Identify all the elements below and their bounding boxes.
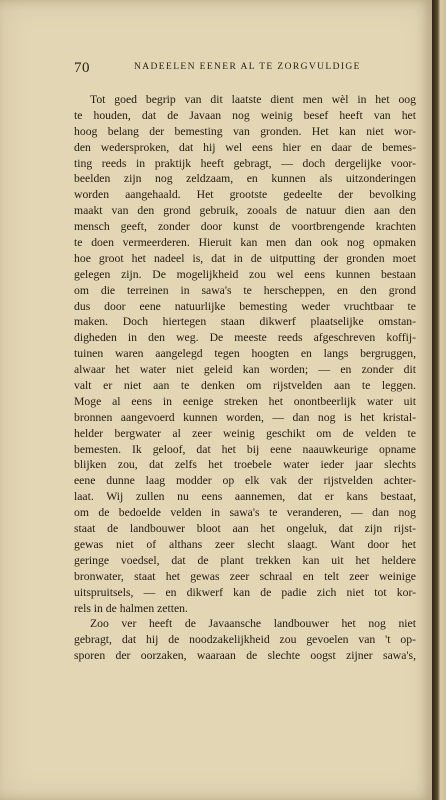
text-line: Moge al eens in eenige streken het onontbeerlijk water uit bbox=[74, 394, 416, 408]
text-line: te doen vermeerderen. Hieruit kan men dan ook nog opmaken bbox=[74, 236, 416, 250]
text-line: beelden zijn nog zeldzaam, en kunnen als uitzonderingen bbox=[74, 172, 416, 186]
text-line: Tot goed begrip van dit laatste dient men wèl in het oog bbox=[90, 93, 416, 106]
text-line: hoog belang der bemesting van gronden. Het kan niet wor- bbox=[74, 124, 416, 138]
text-line: gebragt, dat hij de noodzakelijkheid zou gevoelen van 't op- bbox=[74, 633, 416, 647]
text-line: ting reeds in praktijk heeft gebragt, — doch dergelijke voor- bbox=[74, 156, 416, 170]
text-line: uitspruitsels, — en dikwerf kan de padie zich niet tot kor- bbox=[74, 585, 416, 599]
text-line: laat. Wij zullen nu eens aannemen, dat er kans bestaat, bbox=[74, 490, 416, 504]
page-header bbox=[74, 60, 414, 80]
body-text bbox=[74, 92, 416, 664]
page-number: 70 bbox=[74, 60, 90, 76]
text-line: eene dunne laag modder op elk vak der rijstvelden achter- bbox=[74, 474, 416, 488]
text-line: geringe voedsel, dat de plant trekken kan uit het heldere bbox=[74, 553, 416, 567]
text-line: bronwater, staat het gewas zeer schraal en telt zeer weinige bbox=[74, 569, 416, 583]
text-line: gelegen zijn. De mogelijkheid zou wel eens kunnen bestaan bbox=[74, 267, 416, 281]
text-line: rels in de halmen zetten. bbox=[74, 601, 188, 615]
text-line: mensch geeft, zonder door kunst de voortbrengende krachten bbox=[74, 220, 416, 234]
text-line: bronnen aangevoerd kunnen worden, — dan nog is het kristal- bbox=[74, 410, 416, 424]
text-line: bemesten. Ik geloof, dat het bij eene naauwkeurige opname bbox=[74, 442, 416, 456]
text-line: dus door eene natuurlijke bemesting weder vruchtbaar te bbox=[74, 299, 416, 313]
text-line: staat de landbouwer bloot aan het ongeluk, dat zijn rijst- bbox=[74, 522, 416, 536]
running-head: NADEELEN EENER AL TE ZORGVULDIGE bbox=[134, 62, 361, 72]
text-line: digheden in den weg. De meeste reeds afgeschreven koffij- bbox=[74, 331, 416, 345]
text-line: den wedersproken, dat hij wel eens hier en daar de bemes- bbox=[74, 140, 416, 154]
text-line: tuinen waren aangelegd tegen hoogten en langs bergruggen, bbox=[74, 347, 416, 361]
text-line: maken. Doch hiertegen staan dikwerf plaatselijke omstan- bbox=[74, 315, 416, 329]
text-line: alwaar het water niet geleid kan worden; — en zonder dit bbox=[74, 363, 416, 377]
text-line: Zoo ver heeft de Javaansche landbouwer het nog niet bbox=[90, 617, 416, 631]
text-line: om de bedoelde velden in sawa's te veranderen, — dan nog bbox=[74, 506, 416, 520]
book-spine-edge bbox=[432, 0, 446, 800]
text-line: te houden, dat de Javaan nog weinig besef heeft van het bbox=[74, 108, 416, 122]
text-line: sporen der oorzaken, waaraan de slechte oogst zijner sawa's, bbox=[74, 649, 416, 663]
text-line: gewas niet of althans zeer slecht slaagt. Want door het bbox=[74, 537, 416, 551]
text-line: hoe groot het nadeel is, dat in de uitputting der gronden moet bbox=[74, 251, 416, 265]
text-line: blijken zou, dat zelfs het troebele water ieder jaar slechts bbox=[74, 458, 416, 472]
text-line: helder bergwater al zeer weinig geschikt om de velden te bbox=[74, 426, 416, 440]
text-line: om die terreinen in sawa's te herscheppen, en den grond bbox=[74, 283, 416, 297]
text-line: maakt van den grond gebruik, zooals de natuur dien aan den bbox=[74, 204, 416, 218]
text-line: valt er niet aan te denken om rijstvelden aan te leggen. bbox=[74, 379, 416, 393]
text-line: worden aangehaald. Het grootste gedeelte der bevolking bbox=[74, 188, 416, 202]
